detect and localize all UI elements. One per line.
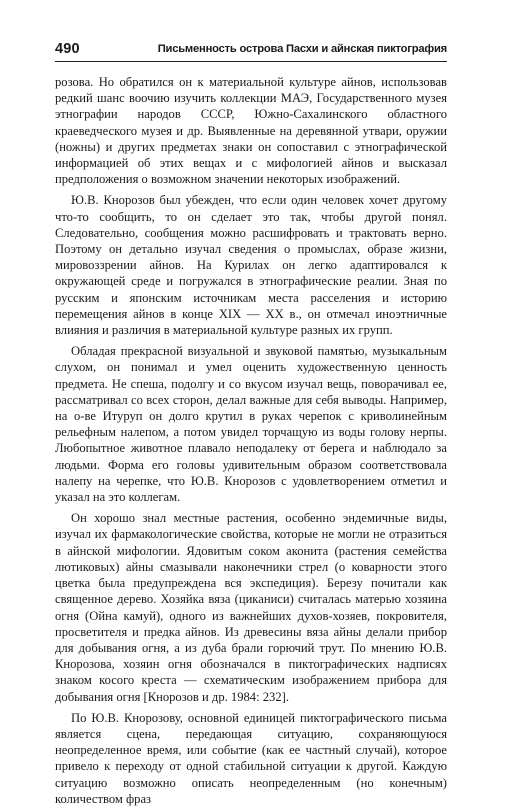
running-title: Письменность острова Пасхи и айнская пиктография bbox=[157, 43, 447, 55]
header-rule bbox=[55, 61, 447, 62]
paragraph-1: розова. Но обратился он к материальной культуре айнов, использовав редкий шанс воочию изучить коллекции МАЭ, Государственного музея этнографии народов СССР, Южно-Сахалинского областного краеведческого музея и др. Выявленные на деревянной утвари, оружии (ножны) и других предметах знаки он сопоставил с этнографической информацией об этих вещах и с мифологией айнов и высказал предположения о возможном значении некоторых изображений. bbox=[55, 75, 447, 187]
page-header bbox=[55, 40, 447, 62]
body-text bbox=[55, 74, 447, 812]
paragraph-3: Обладая прекрасной визуальной и звуковой памятью, музыкальным слухом, он понимал и умел оценить художественную ценность предмета. Не спеша, подолгу и со вкусом изучал вещь, поворачивал ее, рассматривал со всех сторон, делал важные для себя выводы. Например, на о-ве Итуруп он долго крутил в руках черепок с криволинейным рельефным налепом, а потом увидел торчащую из воды голову нерпы. Любопытное животное плавало неподалеку от берега и наблюдало за людьми. Форма его головы удивительным образом соответствовала налепу на черепке, что Ю.В. Кнорозов с удовлетворением отметил и указал на это коллегам. bbox=[55, 344, 447, 505]
paragraph-5: По Ю.В. Кнорозову, основной единицей пиктографического письма является сцена, передающая ситуацию, сохраняющуюся неопределенное время, или событие (как ее частный случай), которое привело к переходу от одной стабильной ситуации к другой. Каждую ситуацию возможно описать неопределенным (но конечным) количеством фраз bbox=[55, 710, 447, 806]
paragraph-2: Ю.В. Кнорозов был убежден, что если один человек хочет другому что-то сообщить, то он сделает это так, чтобы другой понял. Следовательно, сообщения можно расшифровать и трактовать верно. Поэтому он детально изучал сведения о промыслах, образе жизни, мировоззрении айнов. На Курилах он легко адаптировался к окружающей среде и погружался в этнографические реалии. Зная по русским и японским источникам места расселения и историю перемещения айнов в конце XIX — XX в., он отмечал иноэтничные влияния и различия в материальной культуре разных их групп. bbox=[55, 193, 447, 338]
paragraph-4: Он хорошо знал местные растения, особенно эндемичные виды, изучал их фармакологические свойства, которые не могли не отразиться в айнской мифологии. Ядовитым соком аконита (растения семейства лютиковых) айны смазывали наконечники стрел (о коварности этого цветка была предупреждена вся экспедиция). Березу почитали как священное дерево. Хозяйка вяза (циканиси) считалась матерью хозяина огня (Ойна камуй), одного из важнейших духов-хозяев, покровителя, просветителя и предка айнов. Из древесины вяза айны делали прибор для добывания огня, а из дуба брали горючий трут. По мнению Ю.В. Кнорозова, хозяин огня обозначался в пиктографических надписях знаком косого креста — схематическим изображением прибора для добывания огня [Кнорозов и др. 1984: 232]. bbox=[55, 511, 447, 704]
page-number: 490 bbox=[55, 41, 80, 57]
